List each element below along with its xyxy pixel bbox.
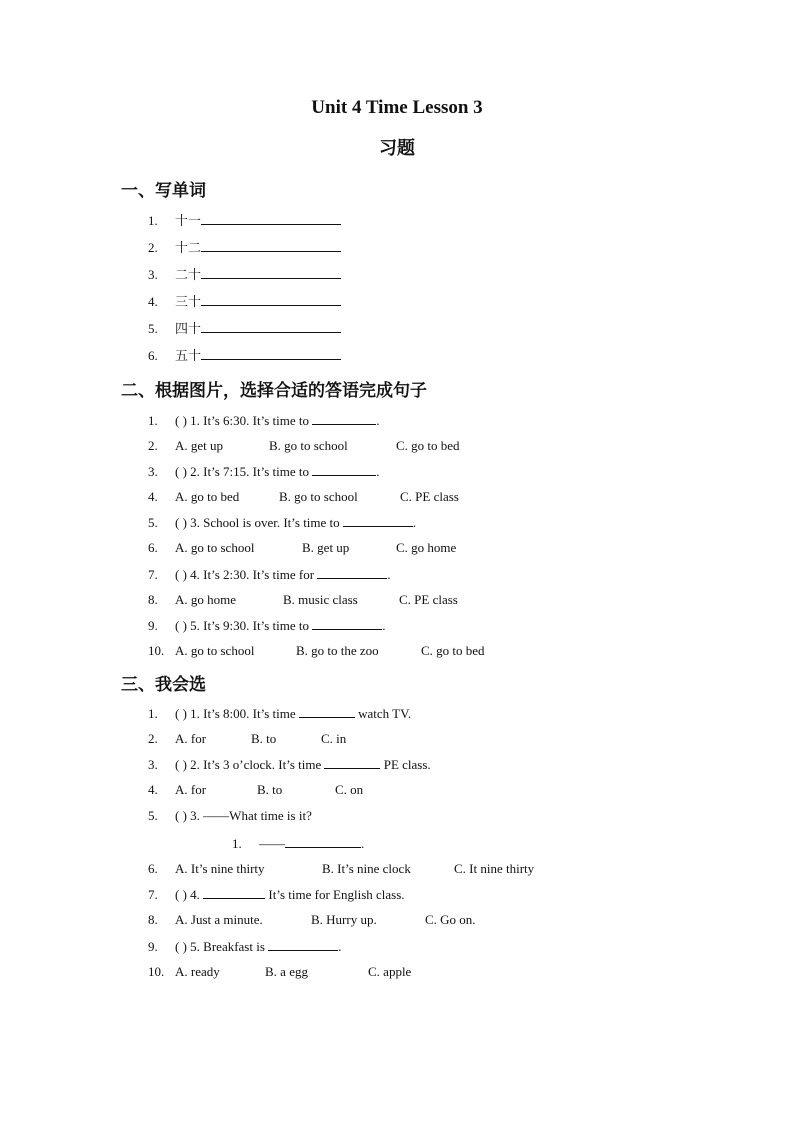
answer-blank[interactable]: [203, 886, 265, 899]
option-b[interactable]: B. go to school: [279, 489, 358, 504]
item-number: 3.: [148, 267, 158, 282]
option-c[interactable]: C. go to bed: [396, 438, 460, 453]
item-number: 7.: [148, 887, 158, 902]
item-number: 6.: [148, 540, 158, 555]
item-number: 8.: [148, 592, 158, 607]
answer-paren[interactable]: ( ): [175, 939, 187, 954]
list-item: [148, 212, 341, 230]
chinese-word: 二十: [175, 268, 202, 283]
answer-blank[interactable]: [299, 705, 355, 718]
option-b[interactable]: B. Hurry up.: [311, 912, 377, 927]
question-text: 5. Breakfast is: [190, 939, 269, 954]
answer-blank[interactable]: [201, 293, 341, 306]
chinese-word: 四十: [175, 322, 202, 337]
question-text: 5. It’s 9:30. It’s time to: [190, 618, 313, 633]
chinese-word: 三十: [175, 295, 202, 310]
item-number: 8.: [148, 912, 158, 927]
option-b[interactable]: B. It’s nine clock: [322, 861, 411, 876]
question-text: 4.: [190, 887, 204, 902]
question-text: 1. It’s 6:30. It’s time to: [190, 413, 313, 428]
item-number: 3.: [148, 757, 158, 772]
option-a[interactable]: A. It’s nine thirty: [175, 861, 265, 876]
option-c[interactable]: C. It nine thirty: [454, 861, 535, 876]
option-b[interactable]: B. music class: [283, 592, 358, 607]
answer-blank[interactable]: [201, 347, 341, 360]
options-line: [148, 643, 528, 659]
page-subtitle: 习题: [379, 138, 415, 159]
item-number: 9.: [148, 618, 158, 633]
answer-paren[interactable]: ( ): [175, 706, 187, 721]
answer-paren[interactable]: ( ): [175, 887, 187, 902]
chinese-word: 十一: [175, 214, 202, 229]
item-number: 4.: [148, 294, 158, 309]
options-line: [148, 964, 508, 980]
answer-blank[interactable]: [324, 756, 380, 769]
item-number: 2.: [148, 240, 158, 255]
question-line: [148, 412, 379, 429]
item-number: 4.: [148, 489, 158, 504]
question-end: .: [382, 618, 386, 633]
item-number: 9.: [148, 939, 158, 954]
item-number: 1.: [148, 213, 158, 228]
question-text: 3. ——What time is it?: [190, 808, 312, 823]
question-end: .: [387, 567, 391, 582]
question-line: [148, 463, 379, 480]
answer-paren[interactable]: ( ): [175, 413, 187, 428]
answer-paren[interactable]: ( ): [175, 618, 187, 633]
answer-paren[interactable]: ( ): [175, 757, 187, 772]
question-line: [148, 938, 341, 955]
item-number: 1.: [148, 413, 158, 428]
chinese-word: 五十: [175, 349, 202, 364]
options-line: [148, 540, 508, 556]
item-number: 5.: [148, 321, 158, 336]
options-line: [148, 489, 508, 505]
option-a[interactable]: A. for: [175, 731, 207, 746]
question-end: PE class.: [380, 757, 431, 772]
answer-blank[interactable]: [201, 320, 341, 333]
option-a[interactable]: A. go home: [175, 592, 237, 607]
answer-paren[interactable]: ( ): [175, 515, 187, 530]
question-text: 2. It’s 7:15. It’s time to: [190, 464, 313, 479]
item-number: 7.: [148, 567, 158, 582]
option-b[interactable]: B. go to school: [269, 438, 348, 453]
options-line: [148, 782, 508, 798]
question-text: 4. It’s 2:30. It’s time for: [190, 567, 318, 582]
sub-question-line: [232, 835, 364, 852]
question-line: [148, 886, 405, 903]
option-c[interactable]: C. PE class: [400, 489, 459, 504]
item-number: 6.: [148, 348, 158, 363]
option-b[interactable]: B. go to the zoo: [296, 643, 379, 658]
question-end: .: [412, 515, 417, 530]
question-end: .: [338, 939, 342, 954]
page-title: Unit 4 Time Lesson 3: [311, 97, 483, 118]
option-c[interactable]: C. on: [335, 782, 364, 797]
options-line: [148, 861, 548, 877]
item-number: 5.: [148, 808, 158, 823]
options-line: [148, 912, 508, 928]
answer-blank[interactable]: [285, 835, 361, 848]
option-b[interactable]: B. a egg: [265, 964, 308, 979]
question-line: [148, 617, 385, 634]
item-number: 1.: [148, 706, 158, 721]
answer-blank[interactable]: [343, 514, 413, 527]
question-line: [148, 514, 416, 531]
option-a[interactable]: A. for: [175, 782, 207, 797]
item-number: 10.: [148, 643, 165, 658]
answer-blank[interactable]: [317, 566, 387, 579]
item-number: 6.: [148, 861, 158, 876]
dash-prefix: ——: [259, 836, 285, 851]
list-item: [148, 293, 341, 311]
option-c[interactable]: C. apple: [368, 964, 412, 979]
item-number: 2.: [148, 731, 158, 746]
options-line: [148, 731, 508, 747]
question-line: [148, 566, 391, 583]
option-a[interactable]: A. Just a minute.: [175, 912, 263, 927]
item-number: 2.: [148, 438, 158, 453]
option-c[interactable]: C. PE class: [399, 592, 458, 607]
option-b[interactable]: B. to: [251, 731, 277, 746]
option-b[interactable]: B. get up: [302, 540, 350, 555]
list-item: [148, 347, 341, 365]
answer-blank[interactable]: [268, 938, 338, 951]
option-b[interactable]: B. to: [257, 782, 283, 797]
list-item: [148, 239, 341, 257]
answer-paren[interactable]: ( ): [175, 567, 187, 582]
answer-paren[interactable]: ( ): [175, 808, 187, 823]
answer-blank[interactable]: [201, 212, 341, 225]
list-item: [148, 320, 341, 338]
question-end: .: [361, 836, 365, 851]
question-text: 1. It’s 8:00. It’s time: [190, 706, 299, 721]
item-number: 3.: [148, 464, 158, 479]
answer-blank[interactable]: [312, 463, 376, 476]
option-c[interactable]: C. in: [321, 731, 347, 746]
option-a[interactable]: A. go to bed: [175, 489, 240, 504]
question-text: 3. School is over. It’s time to: [190, 515, 343, 530]
item-number: 4.: [148, 782, 158, 797]
answer-blank[interactable]: [312, 412, 376, 425]
chinese-word: 十二: [175, 241, 202, 256]
question-line: [148, 705, 411, 722]
question-text: 2. It’s 3 o’clock. It’s time: [190, 757, 325, 772]
option-c[interactable]: C. go home: [396, 540, 457, 555]
item-number: 5.: [148, 515, 158, 530]
answer-blank[interactable]: [312, 617, 382, 630]
option-c[interactable]: C. go to bed: [421, 643, 485, 658]
question-end: It’s time for English class.: [265, 887, 405, 902]
option-a[interactable]: A. get up: [175, 438, 224, 453]
section-1-heading: 一、写单词: [121, 181, 206, 201]
option-a[interactable]: A. go to school: [175, 643, 255, 658]
options-line: [148, 592, 508, 608]
option-c[interactable]: C. Go on.: [425, 912, 476, 927]
options-line: [148, 438, 508, 454]
item-number: 10.: [148, 964, 165, 979]
question-end: .: [376, 413, 380, 428]
answer-paren[interactable]: ( ): [175, 464, 187, 479]
answer-blank[interactable]: [201, 239, 341, 252]
question-line: [148, 808, 312, 824]
question-end: .: [376, 464, 380, 479]
section-2-heading: 二、根据图片，选择合适的答语完成句子: [121, 381, 427, 401]
answer-blank[interactable]: [201, 266, 341, 279]
question-line: [148, 756, 431, 773]
question-end: watch TV.: [354, 706, 412, 721]
list-item: [148, 266, 341, 284]
section-3-heading: 三、我会选: [121, 675, 206, 695]
item-number: 1.: [232, 836, 242, 851]
option-a[interactable]: A. go to school: [175, 540, 255, 555]
option-a[interactable]: A. ready: [175, 964, 220, 979]
